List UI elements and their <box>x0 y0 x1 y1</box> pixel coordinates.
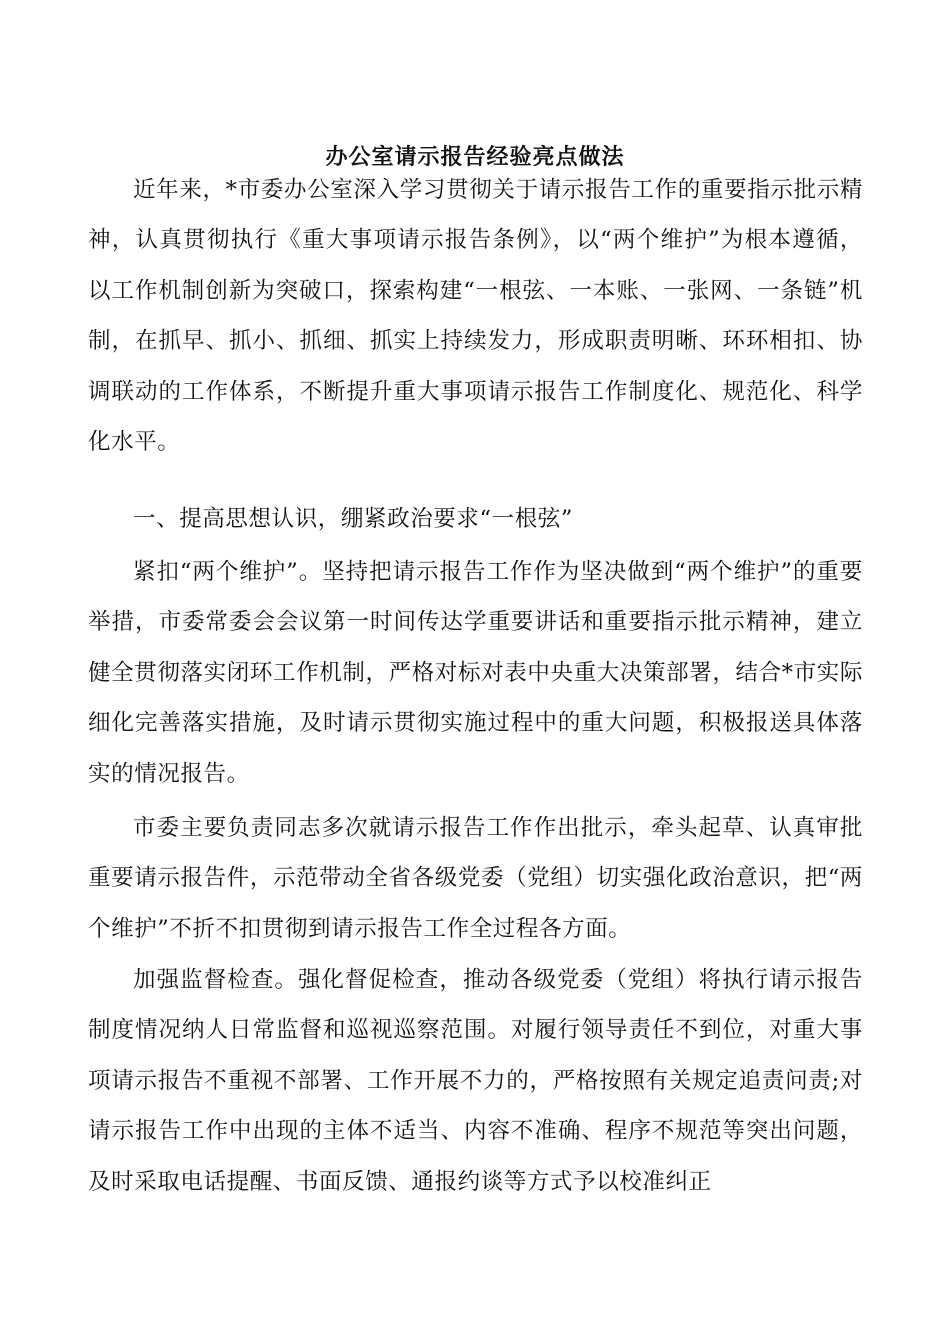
paragraph-supervision: 加强监督检查。强化督促检查，推动各级党委（党组）将执行请示报告制度情况纳人日常监督和巡视巡察范围。对履行领导责任不到位，对重大事项请示报告不重视不部署、工作开展不力的，严格按照有关规定追责问责;对请示报告工作中出现的主体不适当、内容不准确、程序不规范等突出问题，及时采取电话提醒、书面反馈、通报约谈等方式予以校准纠正 <box>88 967 863 1195</box>
paragraph-leadership: 市委主要负责同志多次就请示报告工作作出批示，牵头起草、认真审批重要请示报告件，示范带动全省各级党委（党组）切实强化政治意识，把“两个维护”不折不扣贯彻到请示报告工作全过程各方面。 <box>88 815 863 942</box>
section-heading-1: 一、提高思想认识，绷紧政治要求“一根弦” <box>133 506 574 532</box>
paragraph-two-safeguards: 紧扣“两个维护”。坚持把请示报告工作作为坚决做到“两个维护”的重要举措，市委常委会会议第一时间传达学重要讲话和重要指示批示精神，建立健全贯彻落实闭环工作机制，严格对标对表中央重大决策部署，结合*市实际细化完善落实措施，及时请示贯彻实施过程中的重大问题，积极报送具体落实的情况报告。 <box>88 559 863 787</box>
document-title: 办公室请示报告经验亮点做法 <box>325 144 625 170</box>
paragraph-intro: 近年来，*市委办公室深入学习贯彻关于请示报告工作的重要指示批示精神，认真贯彻执行《重大事项请示报告条例》，以“两个维护”为根本遵循，以工作机制创新为突破口，探索构建“一根弦、一本账、一张网、一条链”机制，在抓早、抓小、抓细、抓实上持续发力，形成职责明晰、环环相扣、协调联动的工作体系，不断提升重大事项请示报告工作制度化、规范化、科学化水平。 <box>88 177 863 456</box>
